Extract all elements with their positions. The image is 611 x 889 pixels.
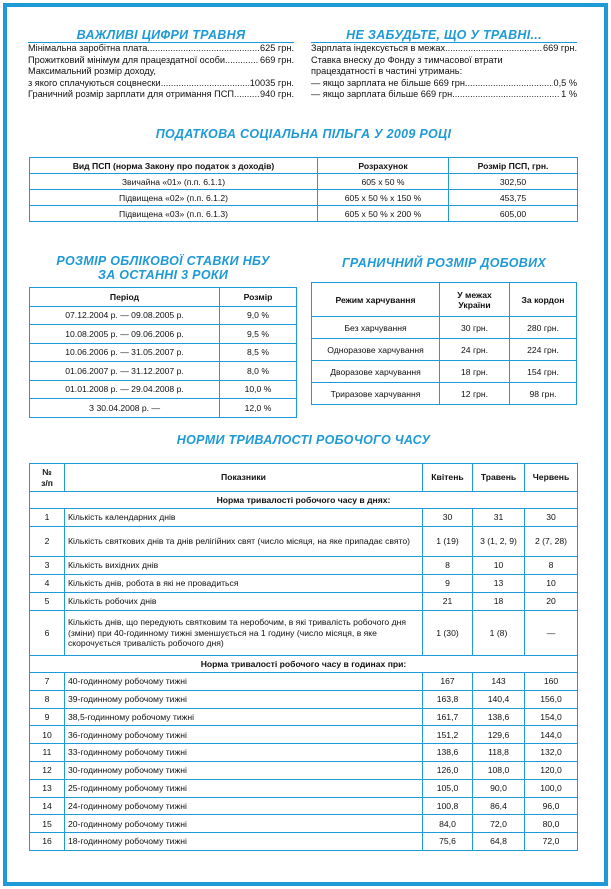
remember-leader: [467, 78, 552, 90]
figure-row: [28, 78, 294, 90]
hours-cell-num: 7: [30, 673, 65, 691]
figures-list: [28, 43, 294, 101]
hours-cell-indicator: Кількість святкових днів та днів релігійних свят (число місяця, на яке припадає свято): [65, 527, 423, 557]
hours-cell-indicator: Кількість календарних днів: [65, 509, 423, 527]
hours-cell-num: 4: [30, 575, 65, 593]
hours-row: [30, 779, 578, 797]
hours-cell-april: 105,0: [423, 779, 473, 797]
per-diem-cell-abroad: 224 грн.: [510, 339, 577, 361]
hours-cell-indicator: 20-годинному робочому тижні: [65, 815, 423, 833]
hours-cell-indicator: 38,5-годинному робочому тижні: [65, 708, 423, 726]
figure-row: [28, 66, 294, 78]
hours-cell-april: 1 (30): [423, 611, 473, 656]
rate-header-period: Період: [30, 288, 220, 307]
hours-cell-num: 3: [30, 557, 65, 575]
figure-label: Максимальний розмір доходу,: [28, 66, 156, 77]
hours-cell-june: 156,0: [525, 690, 578, 708]
hours-cell-april: 30: [423, 509, 473, 527]
tax-cell-type: Звичайна «01» (п.п. 6.1.1): [30, 174, 318, 190]
rate-cell-period: 01.06.2007 р. — 31.12.2007 р.: [30, 362, 220, 381]
remember-row: [311, 66, 577, 78]
hours-cell-indicator: 24-годинному робочому тижні: [65, 797, 423, 815]
hours-table: [29, 463, 578, 851]
remember-label: — якщо зарплата більше 669 грн.: [311, 89, 455, 100]
figure-label: Граничний розмір зарплати для отримання ПСП: [28, 89, 235, 100]
tax-table: [29, 157, 578, 222]
hours-row: [30, 761, 578, 779]
per-diem-cell-ukraine: 30 грн.: [440, 317, 510, 339]
tax-header-amount: Розмір ПСП, грн.: [449, 158, 578, 174]
hours-cell-june: 120,0: [525, 761, 578, 779]
rate-row: [30, 325, 297, 344]
tax-cell-calc: 605 х 50 %: [318, 174, 449, 190]
hours-row: [30, 726, 578, 744]
hours-row: [30, 744, 578, 762]
hours-row: [30, 815, 578, 833]
hours-cell-april: 75,6: [423, 833, 473, 851]
per-diem-cell-mode: Дворазове харчування: [312, 361, 440, 383]
per-diem-table: [311, 282, 577, 405]
remember-value: 669 грн.: [543, 43, 577, 53]
hours-cell-indicator: Кількість вихідних днів: [65, 557, 423, 575]
per-diem-cell-abroad: 98 грн.: [510, 383, 577, 405]
remember-list: [311, 43, 577, 101]
hours-cell-num: 5: [30, 593, 65, 611]
hours-cell-indicator: Кількість робочих днів: [65, 593, 423, 611]
hours-cell-may: 72,0: [473, 815, 525, 833]
hours-cell-may: 10: [473, 557, 525, 575]
per-diem-row: [312, 383, 577, 405]
tax-row: [30, 190, 578, 206]
per-diem-header-mode: Режим харчування: [312, 283, 440, 317]
hours-cell-indicator: Кількість днів, що передують святковим та неробочим, в які тривалість робочого дня (зміни) при 40-годинному тижні зменшується на 1 годину (число місяця, в яке скорочується тривалість робочого дня): [65, 611, 423, 656]
hours-cell-june: 100,0: [525, 779, 578, 797]
hours-cell-indicator: 39-годинному робочому тижні: [65, 690, 423, 708]
per-diem-cell-ukraine: 12 грн.: [440, 383, 510, 405]
hours-cell-indicator: Кількість днів, робота в які не провадиться: [65, 575, 423, 593]
rate-title-line2: ЗА ОСТАННІ 3 РОКИ: [97, 268, 229, 282]
hours-cell-june: 154,0: [525, 708, 578, 726]
hours-cell-may: 64,8: [473, 833, 525, 851]
rate-cell-period: 10.06.2006 р. — 31.05.2007 р.: [30, 343, 220, 362]
rate-title-line1: РОЗМІР ОБЛІКОВОЇ СТАВКИ НБУ: [56, 254, 270, 268]
tax-cell-type: Підвищена «02» (п.п. 6.1.2): [30, 190, 318, 206]
rate-cell-size: 10,0 %: [220, 380, 297, 399]
rate-cell-size: 9,0 %: [220, 306, 297, 325]
hours-row: [30, 673, 578, 691]
hours-cell-may: 90,0: [473, 779, 525, 797]
figures-title: ВАЖЛИВІ ЦИФРИ ТРАВНЯ: [28, 28, 294, 43]
hours-cell-num: 14: [30, 797, 65, 815]
hours-cell-june: 132,0: [525, 744, 578, 762]
figure-label: з якого сплачуються соцвнески: [28, 77, 161, 88]
hours-cell-indicator: 25-годинному робочому тижні: [65, 779, 423, 797]
hours-row: [30, 593, 578, 611]
hours-cell-april: 151,2: [423, 726, 473, 744]
hours-cell-june: 20: [525, 593, 578, 611]
hours-cell-june: 80,0: [525, 815, 578, 833]
remember-leader: [445, 43, 542, 55]
rate-cell-period: 10.08.2005 р. — 09.06.2006 р.: [30, 325, 220, 344]
hours-cell-june: 8: [525, 557, 578, 575]
rate-row: [30, 380, 297, 399]
hours-section-days-label: Норма тривалості робочого часу в днях:: [30, 492, 578, 509]
hours-cell-indicator: 30-годинному робочому тижні: [65, 761, 423, 779]
rate-cell-size: 8,0 %: [220, 362, 297, 381]
hours-cell-june: 2 (7, 28): [525, 527, 578, 557]
figure-value: 669 грн.: [260, 54, 294, 65]
hours-cell-may: 118,8: [473, 744, 525, 762]
hours-cell-april: 9: [423, 575, 473, 593]
hours-row: [30, 557, 578, 575]
rate-title: [29, 254, 297, 282]
tax-cell-calc: 605 х 50 % х 200 %: [318, 206, 449, 222]
tax-row: [30, 206, 578, 222]
hours-cell-june: 96,0: [525, 797, 578, 815]
remember-label: працездатності в частині утримань:: [311, 66, 463, 77]
per-diem-title: ГРАНИЧНИЙ РОЗМІР ДОБОВИХ: [341, 256, 547, 270]
hours-cell-april: 100,8: [423, 797, 473, 815]
per-diem-cell-mode: Триразове харчування: [312, 383, 440, 405]
hours-cell-may: 140,4: [473, 690, 525, 708]
hours-cell-num: 6: [30, 611, 65, 656]
rate-header-size: Розмір: [220, 288, 297, 307]
tax-header-type: Вид ПСП (норма Закону про податок з доходів): [30, 158, 318, 174]
per-diem-cell-ukraine: 24 грн.: [440, 339, 510, 361]
per-diem-row: [312, 361, 577, 383]
hours-cell-may: 3 (1, 2, 9): [473, 527, 525, 557]
hours-cell-may: 143: [473, 673, 525, 691]
hours-cell-june: —: [525, 611, 578, 656]
hours-title: НОРМИ ТРИВАЛОСТІ РОБОЧОГО ЧАСУ: [176, 433, 431, 447]
hours-cell-june: 144,0: [525, 726, 578, 744]
hours-cell-indicator: 18-годинному робочому тижні: [65, 833, 423, 851]
remember-value: 1 %: [561, 89, 577, 100]
hours-cell-indicator: 36-годинному робочому тижні: [65, 726, 423, 744]
hours-cell-june: 72,0: [525, 833, 578, 851]
hours-cell-num: 15: [30, 815, 65, 833]
remember-row: [311, 78, 577, 90]
remember-label: Зарплата індексується в межах: [311, 43, 446, 53]
tax-cell-amount: 605,00: [449, 206, 578, 222]
rate-cell-size: 9,5 %: [220, 325, 297, 344]
remember-value: 0,5 %: [553, 77, 577, 88]
hours-cell-num: 9: [30, 708, 65, 726]
hours-row: [30, 509, 578, 527]
remember-label: Ставка внеску до Фонду з тимчасової втрати: [311, 54, 503, 65]
figure-value: 625 грн.: [260, 43, 294, 53]
hours-cell-april: 138,6: [423, 744, 473, 762]
hours-cell-num: 11: [30, 744, 65, 762]
hours-header-june: Червень: [525, 464, 578, 492]
hours-header-num: № з/п: [30, 464, 65, 492]
hours-cell-april: 161,7: [423, 708, 473, 726]
per-diem-row: [312, 339, 577, 361]
rate-row: [30, 343, 297, 362]
hours-cell-num: 8: [30, 690, 65, 708]
hours-row: [30, 527, 578, 557]
tax-cell-amount: 302,50: [449, 174, 578, 190]
rate-row: [30, 362, 297, 381]
tax-title: ПОДАТКОВА СОЦІАЛЬНА ПІЛЬГА У 2009 РОЦІ: [155, 127, 452, 141]
hours-cell-may: 86,4: [473, 797, 525, 815]
hours-header-april: Квітень: [423, 464, 473, 492]
per-diem-cell-abroad: 154 грн.: [510, 361, 577, 383]
figure-row: [28, 55, 294, 67]
hours-row: [30, 833, 578, 851]
hours-cell-april: 167: [423, 673, 473, 691]
hours-row: [30, 690, 578, 708]
hours-cell-april: 163,8: [423, 690, 473, 708]
remember-title: НЕ ЗАБУДЬТЕ, ЩО У ТРАВНІ...: [311, 28, 577, 43]
per-diem-cell-abroad: 280 грн.: [510, 317, 577, 339]
remember-row: [311, 43, 577, 55]
per-diem-header-abroad: За кордон: [510, 283, 577, 317]
hours-cell-may: 13: [473, 575, 525, 593]
hours-section-days: [30, 492, 578, 509]
rate-cell-size: 8,5 %: [220, 343, 297, 362]
figure-value: 10035 грн.: [249, 77, 294, 88]
remember-row: [311, 89, 577, 101]
hours-cell-april: 1 (19): [423, 527, 473, 557]
rate-cell-period: З 30.04.2008 р. —: [30, 399, 220, 418]
figure-row: [28, 43, 294, 55]
hours-cell-num: 10: [30, 726, 65, 744]
per-diem-cell-mode: Одноразове харчування: [312, 339, 440, 361]
hours-cell-num: 2: [30, 527, 65, 557]
figure-row: [28, 89, 294, 101]
hours-cell-num: 1: [30, 509, 65, 527]
hours-cell-num: 16: [30, 833, 65, 851]
hours-cell-indicator: 33-годинному робочому тижні: [65, 744, 423, 762]
hours-header-may: Травень: [473, 464, 525, 492]
figure-label: Мінімальна заробітна плата: [28, 43, 148, 53]
remember-row: [311, 55, 577, 67]
tax-header-calc: Розрахунок: [318, 158, 449, 174]
hours-cell-june: 30: [525, 509, 578, 527]
hours-row: [30, 575, 578, 593]
per-diem-cell-ukraine: 18 грн.: [440, 361, 510, 383]
figure-leader: [234, 89, 259, 101]
remember-label: — якщо зарплата не більше 669 грн.: [311, 77, 468, 88]
tax-cell-type: Підвищена «03» (п.п. 6.1.3): [30, 206, 318, 222]
hours-cell-may: 31: [473, 509, 525, 527]
rate-row: [30, 399, 297, 418]
figure-leader: [147, 43, 259, 55]
tax-row: [30, 174, 578, 190]
hours-cell-april: 126,0: [423, 761, 473, 779]
hours-cell-may: 1 (8): [473, 611, 525, 656]
figure-label: Прожитковий мінімум для працездатної особи: [28, 54, 225, 65]
hours-cell-may: 138,6: [473, 708, 525, 726]
figure-leader: [161, 78, 249, 90]
figure-leader: [225, 55, 259, 67]
hours-row: [30, 611, 578, 656]
rate-cell-period: 07.12.2004 р. — 09.08.2005 р.: [30, 306, 220, 325]
hours-cell-april: 21: [423, 593, 473, 611]
hours-section-hours: [30, 656, 578, 673]
hours-row: [30, 797, 578, 815]
hours-cell-num: 13: [30, 779, 65, 797]
per-diem-cell-mode: Без харчування: [312, 317, 440, 339]
hours-cell-indicator: 40-годинному робочому тижні: [65, 673, 423, 691]
tax-cell-amount: 453,75: [449, 190, 578, 206]
remember-leader: [455, 89, 560, 101]
rate-cell-period: 01.01.2008 р. — 29.04.2008 р.: [30, 380, 220, 399]
hours-cell-may: 18: [473, 593, 525, 611]
hours-cell-may: 108,0: [473, 761, 525, 779]
hours-cell-may: 129,6: [473, 726, 525, 744]
tax-cell-calc: 605 х 50 % х 150 %: [318, 190, 449, 206]
hours-cell-june: 160: [525, 673, 578, 691]
figure-value: 940 грн.: [260, 89, 294, 100]
rate-cell-size: 12,0 %: [220, 399, 297, 418]
per-diem-row: [312, 317, 577, 339]
hours-cell-april: 84,0: [423, 815, 473, 833]
hours-cell-num: 12: [30, 761, 65, 779]
hours-cell-april: 8: [423, 557, 473, 575]
rate-table: [29, 287, 297, 418]
hours-section-hours-label: Норма тривалості робочого часу в годинах при:: [30, 656, 578, 673]
hours-cell-june: 10: [525, 575, 578, 593]
rate-row: [30, 306, 297, 325]
hours-row: [30, 708, 578, 726]
hours-header-indicator: Показники: [65, 464, 423, 492]
per-diem-header-ukraine: У межах України: [440, 283, 510, 317]
